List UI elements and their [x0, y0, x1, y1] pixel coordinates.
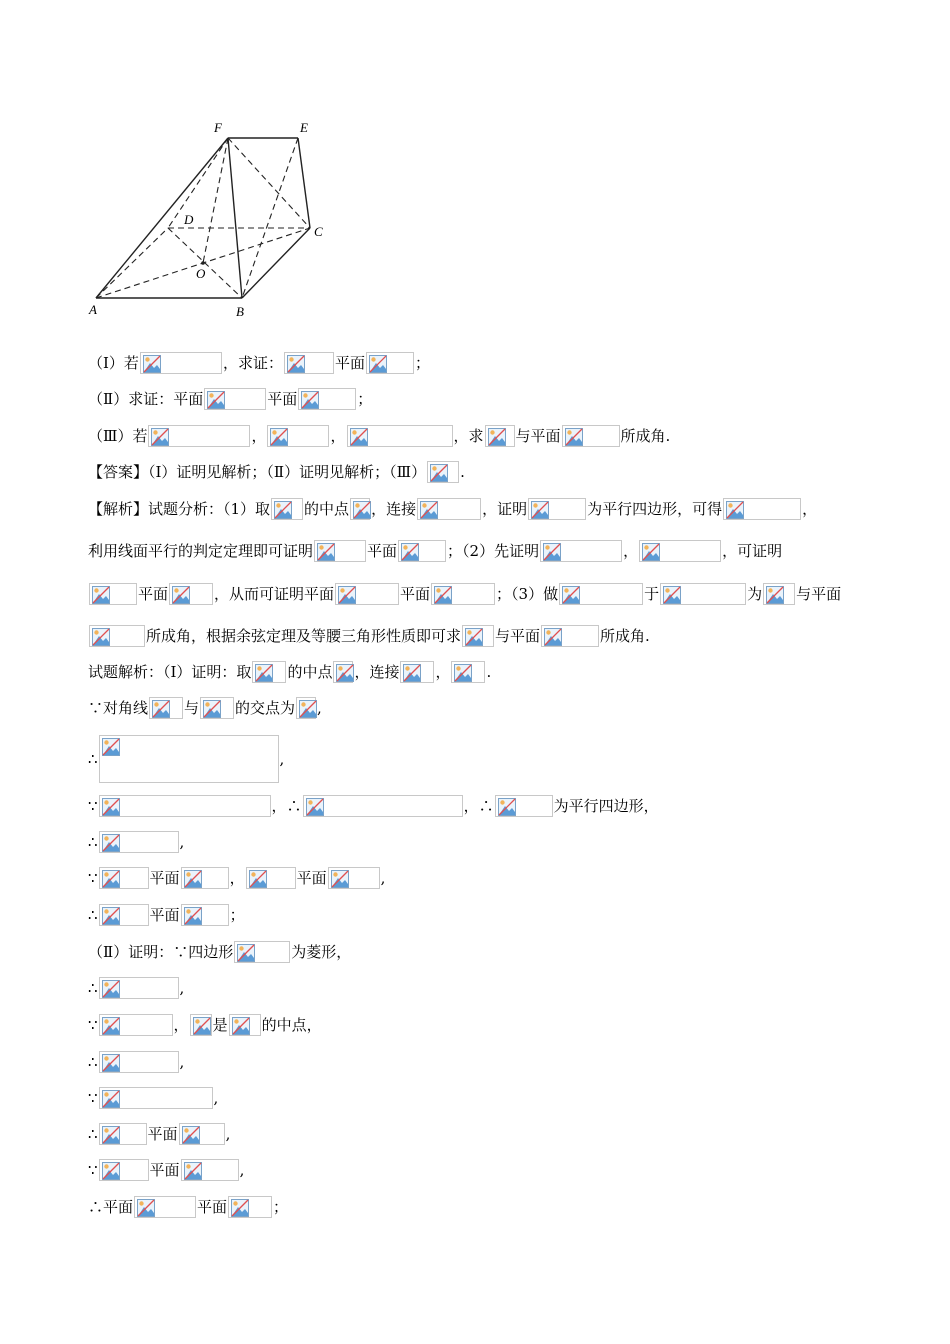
text-segment: ,: [213, 1089, 219, 1107]
broken-image-placeholder: [179, 1123, 225, 1145]
text-segment: ∴: [88, 833, 98, 851]
text-segment: ，可证明: [722, 542, 783, 560]
broken-image-icon: [102, 1054, 120, 1072]
broken-image-placeholder: [528, 498, 586, 520]
text-line: [88, 622, 650, 648]
text-segment: ，: [435, 663, 451, 681]
broken-image-icon: [274, 501, 292, 519]
text-segment: 所成角.: [620, 427, 671, 445]
broken-image-icon: [403, 664, 421, 682]
broken-image-placeholder: [181, 1159, 239, 1181]
broken-image-placeholder: [169, 583, 213, 605]
broken-image-icon: [249, 870, 267, 888]
text-line: [88, 1048, 184, 1074]
broken-image-icon: [430, 464, 448, 482]
text-segment: ,: [179, 979, 185, 997]
text-segment: ，连接: [371, 500, 417, 518]
broken-image-placeholder: [252, 661, 286, 683]
broken-image-icon: [237, 944, 255, 962]
text-segment: 与平面: [495, 627, 541, 645]
text-segment: ，证明: [482, 500, 528, 518]
text-segment: 平面: [149, 1161, 180, 1179]
text-segment: ；: [357, 390, 373, 408]
text-segment: （Ⅰ）若: [88, 354, 139, 372]
broken-image-icon: [434, 586, 452, 604]
broken-image-placeholder: [335, 583, 399, 605]
text-segment: 平面: [334, 354, 365, 372]
broken-image-placeholder: [99, 1051, 179, 1073]
broken-image-icon: [420, 501, 438, 519]
text-line: [88, 422, 670, 448]
broken-image-placeholder: [366, 352, 414, 374]
broken-image-icon: [102, 1126, 120, 1144]
text-line: [88, 349, 430, 375]
broken-image-placeholder: [333, 661, 353, 683]
broken-image-placeholder: [149, 697, 183, 719]
broken-image-placeholder: [99, 795, 271, 817]
text-segment: ，∴: [463, 797, 494, 815]
text-line: [88, 828, 184, 854]
text-segment: ，求证：: [222, 354, 283, 372]
text-segment: ，从而可证明平面: [214, 585, 335, 603]
text-segment: 平面: [267, 390, 298, 408]
broken-image-placeholder: [99, 977, 179, 999]
broken-image-placeholder: [296, 697, 316, 719]
text-segment: 平面: [296, 869, 327, 887]
text-segment: 与平面: [796, 585, 842, 603]
text-line: [88, 1084, 218, 1110]
broken-image-icon: [562, 586, 580, 604]
text-line: [88, 385, 372, 411]
broken-image-icon: [102, 738, 120, 756]
broken-image-placeholder: [99, 867, 149, 889]
vertex-label-c: C: [314, 224, 323, 239]
broken-image-icon: [102, 834, 120, 852]
broken-image-icon: [102, 1162, 120, 1180]
broken-image-icon: [92, 628, 110, 646]
text-line: [88, 974, 184, 1000]
text-line: [88, 864, 385, 890]
broken-image-icon: [369, 355, 387, 373]
broken-image-placeholder: [451, 661, 485, 683]
broken-image-icon: [193, 1017, 211, 1035]
text-segment: 为平行四边形，可得: [587, 500, 723, 518]
text-segment: 为菱形，: [291, 943, 352, 961]
text-segment: ，连接: [354, 663, 400, 681]
broken-image-icon: [565, 428, 583, 446]
broken-image-icon: [255, 664, 273, 682]
vertex-label-o: O: [196, 266, 206, 281]
broken-image-placeholder: [298, 388, 356, 410]
broken-image-icon: [306, 798, 324, 816]
text-segment: （Ⅱ）证明：∵四边形: [88, 943, 234, 961]
broken-image-placeholder: [398, 540, 446, 562]
broken-image-placeholder: [723, 498, 801, 520]
text-segment: ；（3）做: [496, 585, 559, 603]
text-segment: ∴: [88, 1125, 98, 1143]
broken-image-placeholder: [347, 425, 453, 447]
broken-image-placeholder: [89, 583, 137, 605]
broken-image-placeholder: [234, 941, 290, 963]
text-segment: 于: [644, 585, 660, 603]
text-segment: ∵: [88, 1161, 98, 1179]
broken-image-placeholder: [99, 831, 179, 853]
broken-image-icon: [102, 907, 120, 925]
text-line: [88, 458, 465, 484]
broken-image-icon: [543, 543, 561, 561]
broken-image-placeholder: [639, 540, 721, 562]
broken-image-icon: [102, 870, 120, 888]
text-segment: ,: [380, 869, 386, 887]
text-segment: 为平行四边形，: [553, 797, 659, 815]
broken-image-icon: [184, 1162, 202, 1180]
broken-image-placeholder: [763, 583, 795, 605]
broken-image-icon: [152, 700, 170, 718]
broken-image-icon: [184, 907, 202, 925]
text-segment: ；: [273, 1198, 289, 1216]
text-segment: 平面: [138, 585, 169, 603]
broken-image-placeholder: [400, 661, 434, 683]
text-segment: ∴平面: [88, 1198, 134, 1216]
broken-image-placeholder: [204, 388, 266, 410]
broken-image-icon: [488, 428, 506, 446]
text-segment: ∵: [88, 1089, 98, 1107]
broken-image-placeholder: [431, 583, 495, 605]
broken-image-icon: [203, 700, 221, 718]
text-segment: ，∴: [271, 797, 302, 815]
broken-image-placeholder: [328, 867, 380, 889]
text-segment: 所成角.: [600, 627, 650, 645]
broken-image-placeholder: [417, 498, 481, 520]
text-segment: ∴: [88, 1053, 98, 1071]
broken-image-icon: [663, 586, 681, 604]
broken-image-icon: [498, 798, 516, 816]
broken-image-icon: [137, 1199, 155, 1217]
text-segment: 为: [747, 585, 763, 603]
broken-image-placeholder: [350, 498, 370, 520]
text-segment: 平面: [197, 1198, 228, 1216]
text-line: [88, 580, 841, 606]
broken-image-placeholder: [562, 425, 620, 447]
text-segment: ,: [179, 1053, 185, 1071]
text-segment: ；（2）先证明: [447, 542, 540, 560]
text-segment: ，求: [453, 427, 484, 445]
text-segment: ∵对角线: [88, 699, 149, 717]
geometry-figure: [86, 118, 346, 328]
text-line: [88, 495, 817, 521]
text-segment: ；: [229, 906, 245, 924]
broken-image-placeholder: [660, 583, 746, 605]
broken-image-placeholder: [495, 795, 553, 817]
broken-image-icon: [766, 586, 784, 604]
text-segment: 所成角，根据余弦定理及等腰三角形性质即可求: [146, 627, 462, 645]
vertex-label-b: B: [236, 304, 244, 319]
broken-image-icon: [92, 586, 110, 604]
text-segment: ,: [239, 1161, 245, 1179]
broken-image-placeholder: [427, 461, 459, 483]
text-segment: ，: [173, 1016, 189, 1034]
broken-image-placeholder: [540, 540, 622, 562]
text-segment: ∵: [88, 797, 98, 815]
broken-image-placeholder: [99, 1159, 149, 1181]
text-segment: （Ⅲ）若: [88, 427, 148, 445]
text-segment: 平面: [149, 869, 180, 887]
text-line: [88, 537, 782, 563]
broken-image-placeholder: [462, 625, 494, 647]
text-segment: 的交点为: [235, 699, 296, 717]
text-segment: 利用线面平行的判定定理即可证明: [88, 542, 314, 560]
text-segment: .: [486, 663, 492, 681]
text-segment: 的中点，: [261, 1016, 322, 1034]
text-segment: ,: [279, 750, 285, 768]
text-segment: ，: [330, 427, 346, 445]
text-segment: 平面: [400, 585, 431, 603]
broken-image-icon: [184, 870, 202, 888]
text-segment: ∴: [88, 906, 98, 924]
text-segment: ∵: [88, 1016, 98, 1034]
broken-image-placeholder: [181, 904, 229, 926]
text-segment: 是: [212, 1016, 228, 1034]
broken-image-placeholder: [148, 425, 250, 447]
broken-image-placeholder: [271, 498, 303, 520]
broken-image-placeholder: [89, 625, 145, 647]
broken-image-placeholder: [229, 1014, 261, 1036]
text-segment: ；: [414, 354, 430, 372]
vertex-label-e: E: [300, 120, 308, 135]
text-line: [88, 1120, 230, 1146]
broken-image-icon: [172, 586, 190, 604]
broken-image-icon: [642, 543, 660, 561]
text-segment: ∴: [88, 979, 98, 997]
broken-image-placeholder: [99, 1014, 173, 1036]
broken-image-icon: [726, 501, 744, 519]
broken-image-icon: [338, 586, 356, 604]
broken-image-icon: [299, 700, 317, 718]
text-segment: 平面: [367, 542, 398, 560]
vertex-label-f: F: [214, 120, 222, 135]
text-line: [88, 901, 245, 927]
broken-image-placeholder: [541, 625, 599, 647]
text-segment: ，: [251, 427, 267, 445]
broken-image-icon: [336, 664, 354, 682]
text-segment: 的中点: [304, 500, 350, 518]
text-segment: 与平面: [515, 427, 561, 445]
text-segment: 的中点: [287, 663, 333, 681]
broken-image-icon: [531, 501, 549, 519]
broken-image-placeholder: [140, 352, 222, 374]
text-segment: ，: [802, 500, 818, 518]
broken-image-icon: [317, 543, 335, 561]
broken-image-placeholder: [246, 867, 296, 889]
broken-image-placeholder: [303, 795, 463, 817]
vertex-label-d: D: [184, 212, 194, 227]
text-segment: ,: [317, 699, 322, 717]
text-segment: ,: [225, 1125, 231, 1143]
text-segment: .: [460, 463, 465, 481]
broken-image-placeholder: [99, 735, 279, 783]
text-line: [88, 1193, 288, 1219]
text-segment: 【答案】（Ⅰ）证明见解析；（Ⅱ）证明见解析；（Ⅲ）: [88, 463, 427, 481]
text-line: [88, 1011, 322, 1037]
text-line: [88, 732, 284, 784]
broken-image-icon: [350, 428, 368, 446]
broken-image-icon: [102, 798, 120, 816]
broken-image-icon: [207, 391, 225, 409]
text-segment: 【解析】试题分析：（1）取: [88, 500, 271, 518]
text-line: [88, 938, 351, 964]
broken-image-placeholder: [284, 352, 334, 374]
broken-image-icon: [143, 355, 161, 373]
broken-image-placeholder: [181, 867, 229, 889]
text-segment: ∴: [88, 750, 98, 768]
broken-image-placeholder: [559, 583, 643, 605]
text-line: [88, 694, 322, 720]
broken-image-icon: [102, 1090, 120, 1108]
broken-image-placeholder: [485, 425, 515, 447]
broken-image-icon: [182, 1126, 200, 1144]
broken-image-icon: [465, 628, 483, 646]
text-segment: 平面: [147, 1125, 178, 1143]
text-line: [88, 792, 659, 818]
broken-image-placeholder: [314, 540, 366, 562]
vertex-label-a: A: [89, 302, 97, 317]
broken-image-placeholder: [200, 697, 234, 719]
text-segment: ,: [179, 833, 185, 851]
text-segment: （Ⅱ）求证：平面: [88, 390, 204, 408]
broken-image-icon: [331, 870, 349, 888]
text-segment: ∵: [88, 869, 98, 887]
broken-image-icon: [151, 428, 169, 446]
text-segment: ，: [229, 869, 245, 887]
text-segment: 与: [184, 699, 200, 717]
text-line: [88, 658, 491, 684]
broken-image-icon: [301, 391, 319, 409]
broken-image-icon: [231, 1199, 249, 1217]
broken-image-placeholder: [99, 1087, 213, 1109]
broken-image-icon: [270, 428, 288, 446]
broken-image-icon: [102, 1017, 120, 1035]
broken-image-icon: [102, 980, 120, 998]
text-segment: ，: [623, 542, 639, 560]
broken-image-icon: [401, 543, 419, 561]
broken-image-icon: [232, 1017, 250, 1035]
broken-image-icon: [454, 664, 472, 682]
broken-image-placeholder: [190, 1014, 212, 1036]
polyhedron-diagram: [86, 118, 346, 328]
broken-image-placeholder: [228, 1196, 272, 1218]
text-segment: 试题解析：（Ⅰ）证明：取: [88, 663, 252, 681]
text-segment: 平面: [149, 906, 180, 924]
broken-image-placeholder: [134, 1196, 196, 1218]
broken-image-placeholder: [99, 904, 149, 926]
text-line: [88, 1156, 244, 1182]
broken-image-placeholder: [267, 425, 329, 447]
broken-image-icon: [287, 355, 305, 373]
broken-image-icon: [353, 501, 371, 519]
broken-image-placeholder: [99, 1123, 147, 1145]
broken-image-icon: [544, 628, 562, 646]
